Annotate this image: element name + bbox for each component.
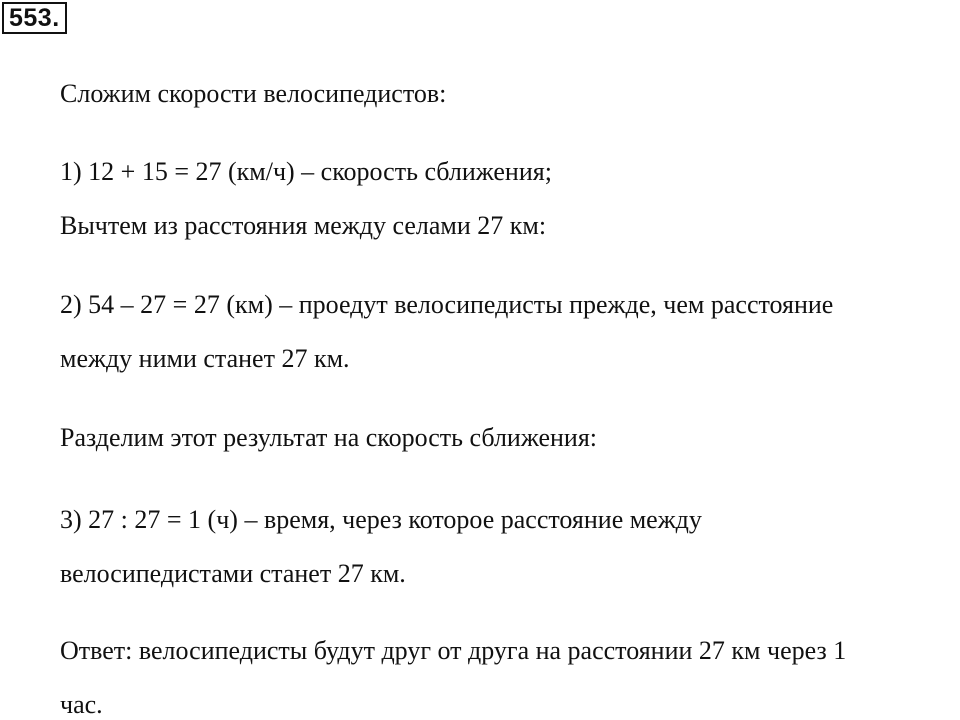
problem-number: 553. [2,2,67,34]
text-line-step-1: 1) 12 + 15 = 27 (км/ч) – скорость сближения; [60,157,552,186]
text-line-step-2-cont: между ними станет 27 км. [60,344,350,373]
text-line-answer-cont: час. [60,690,103,719]
text-line-step-3-cont: велосипедистами станет 27 км. [60,559,406,588]
text-line-answer: Ответ: велосипедисты будут друг от друга на расстоянии 27 км через 1 [60,636,847,665]
text-line-intro: Сложим скорости велосипедистов: [60,79,447,108]
text-line-subtract-intro: Вычтем из расстояния между селами 27 км: [60,211,547,240]
text-line-divide-intro: Разделим этот результат на скорость сближения: [60,423,598,452]
text-line-step-3: 3) 27 : 27 = 1 (ч) – время, через которое расстояние между [60,505,702,534]
text-line-step-2: 2) 54 – 27 = 27 (км) – проедут велосипедисты прежде, чем расстояние [60,290,834,319]
